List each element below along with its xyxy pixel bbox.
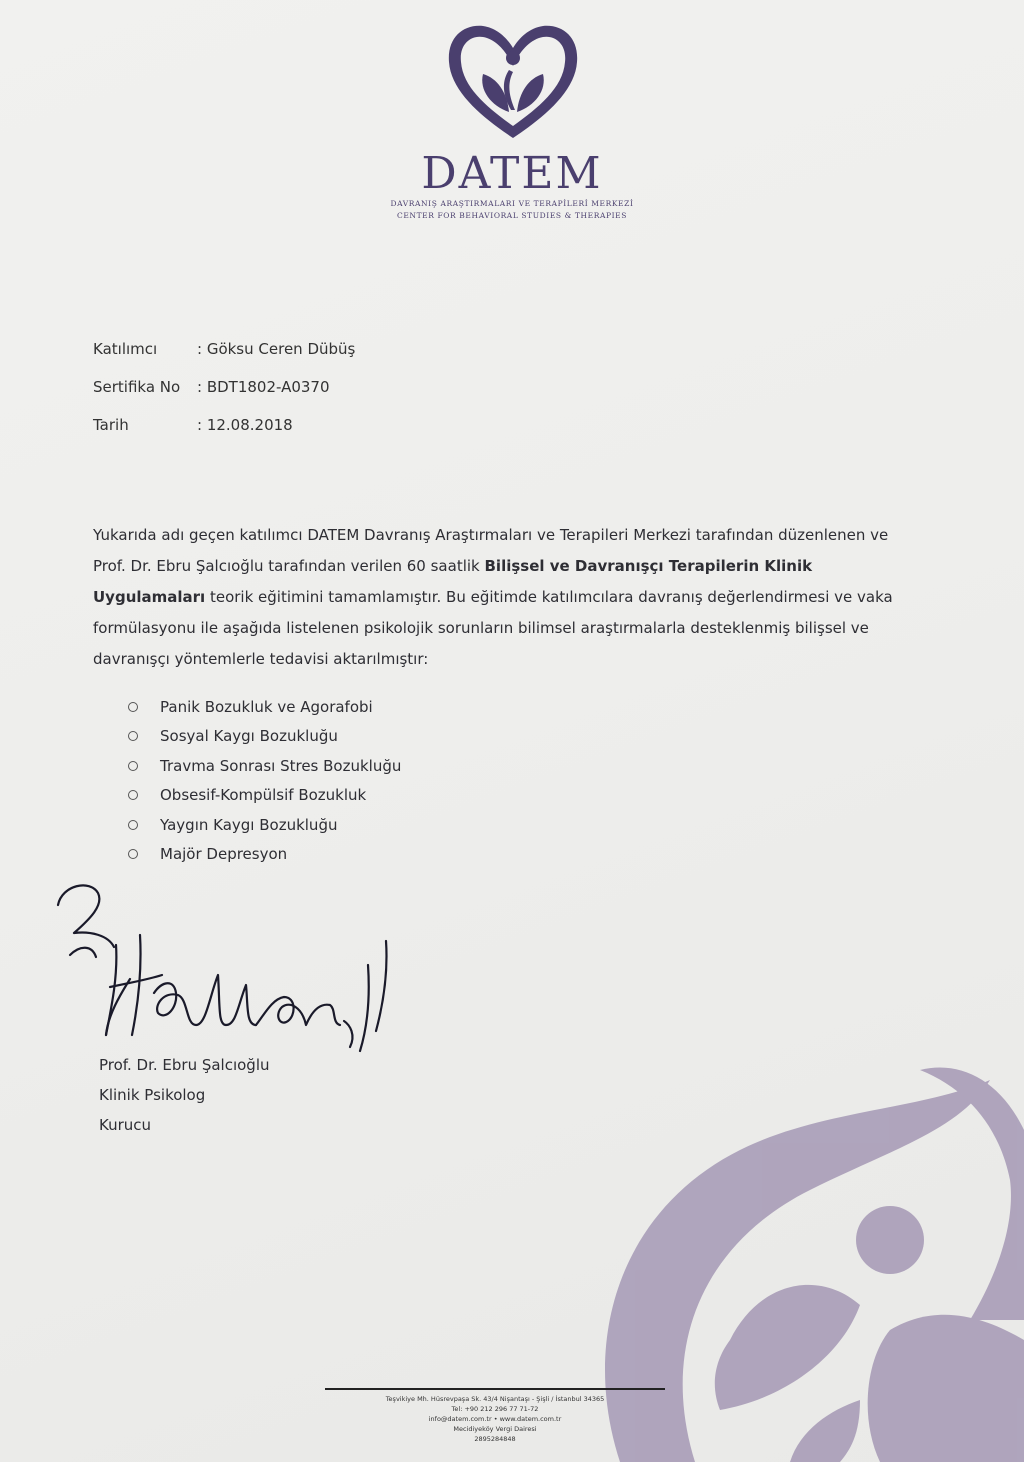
brand-subtitle-en: CENTER FOR BEHAVIORAL STUDIES & THERAPIES: [397, 211, 627, 220]
topic-list: [128, 692, 401, 869]
brand-name: DATEM: [421, 148, 603, 199]
footer-line: info@datem.com.tr • www.datem.com.tr: [428, 1415, 562, 1423]
signer-block: [99, 1050, 270, 1140]
signer-title: Klinik Psikolog: [99, 1086, 206, 1104]
datem-logo-icon: [443, 20, 583, 142]
list-item-label: Sosyal Kaygı Bozukluğu: [160, 727, 338, 746]
list-item: [128, 722, 401, 752]
field-certificate-no: [93, 378, 355, 416]
footer-line: Tel: +90 212 296 77 71-72: [451, 1405, 539, 1413]
course-title: Bilişsel ve Davranışçı Terapilerin Klinik Uygulamaları: [93, 557, 813, 606]
bullet-circle-icon: [128, 731, 138, 741]
participant-name: : Göksu Ceren Dübüş: [197, 340, 356, 358]
list-item: [128, 840, 401, 870]
field-date: [93, 416, 355, 454]
signer-role: Kurucu: [99, 1116, 152, 1134]
participant-info: [93, 340, 355, 454]
list-item-label: Majör Depresyon: [160, 845, 288, 864]
signer-name: Prof. Dr. Ebru Şalcıoğlu: [99, 1056, 270, 1074]
field-label: Sertifika No: [93, 378, 181, 396]
field-label: Tarih: [93, 416, 129, 434]
body-text-part1: Yukarıda adı geçen katılımcı DATEM Davranış Araştırmaları ve Terapileri Merkezi tarafından düzenlenen ve Prof. Dr. Ebru Şalcıoğlu tarafından verilen 60 saatlik: [93, 526, 889, 575]
certificate-date: : 12.08.2018: [197, 416, 293, 434]
body-text-part2: teorik eğitimini tamamlamıştır. Bu eğitimde katılımcılara davranış değerlendirmesi ve vaka formülasyonu ile aşağıda listelenen psikolojik sorunların bilimsel araştırmalarla desteklenmiş bilişsel ve davranışçı yöntemlerle tedavisi aktarılmıştır:: [93, 588, 893, 668]
footer-line: Teşvikiye Mh. Hüsrevpaşa Sk. 43/4 Nişantaşı - Şişli / İstanbul 34365: [385, 1395, 605, 1403]
footer-line: Mecidiyeköy Vergi Dairesi: [453, 1425, 537, 1433]
field-participant: [93, 340, 355, 378]
list-item: [128, 781, 401, 811]
footer-address: [325, 1394, 665, 1444]
list-item-label: Travma Sonrası Stres Bozukluğu: [160, 756, 402, 775]
brand-subtitle-tr: DAVRANIŞ ARAŞTIRMALARI VE TERAPİLERİ MERKEZİ: [390, 199, 634, 208]
bullet-circle-icon: [128, 849, 138, 859]
list-item: [128, 692, 401, 722]
signature-mark: [50, 875, 410, 1055]
list-item-label: Panik Bozukluk ve Agorafobi: [160, 697, 373, 716]
list-item-label: Yaygın Kaygı Bozukluğu: [160, 815, 338, 834]
bullet-circle-icon: [128, 702, 138, 712]
list-item: [128, 751, 401, 781]
bullet-circle-icon: [128, 761, 138, 771]
bullet-circle-icon: [128, 790, 138, 800]
certificate-number: : BDT1802-A0370: [197, 378, 330, 396]
bullet-circle-icon: [128, 820, 138, 830]
certificate-body: [93, 520, 893, 675]
footer-line: 2895284848: [474, 1435, 516, 1443]
field-label: Katılımcı: [93, 340, 158, 358]
list-item-label: Obsesif-Kompülsif Bozukluk: [160, 786, 367, 805]
footer-divider: [325, 1388, 665, 1390]
list-item: [128, 810, 401, 840]
